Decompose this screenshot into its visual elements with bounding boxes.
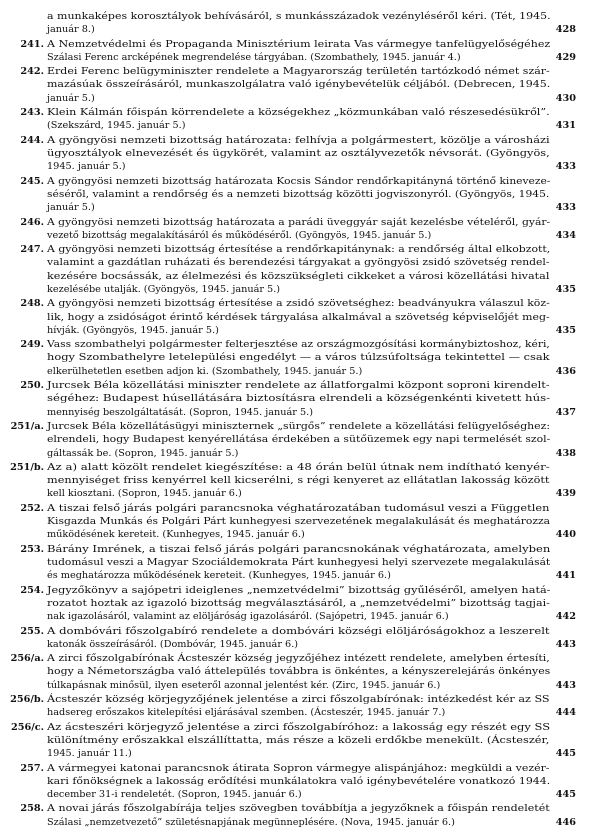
page-number: 436: [555, 365, 576, 377]
page-number: 440: [555, 529, 576, 541]
page-number: 434: [555, 229, 576, 241]
entry-number: 250.: [20, 380, 44, 392]
entry-text-line: Bárány Imrének, a tiszai felső járás polgári parancsnokának véghatározata, amelyben: [47, 543, 551, 555]
page-number: 435: [555, 324, 576, 336]
entry-text-line: Az a) alatt közölt rendelet kiegészítése: a 48 órán belül útnak nem indítható kenyér-: [47, 461, 550, 473]
entry-number: 254.: [20, 584, 44, 596]
page-number: 428: [555, 24, 576, 36]
entry-text-line: december 31-i rendeletét. (Sopron, 1945. január 6.): [47, 789, 302, 801]
toc-entry: [0, 625, 594, 652]
entry-number: 246.: [20, 216, 44, 228]
toc-entry: [0, 762, 594, 802]
entry-text-line: Az ácsteszéri körjegyző jelentése a zirci főszolgabíróhoz: a lakosság egy részét egy SS: [47, 721, 551, 733]
entry-text-line: A gyöngyösi nemzeti bizottság értesítése a zsidó szövetséghez: beadványukra válaszul köz-: [47, 298, 550, 310]
entry-text-line: január 5.): [47, 202, 95, 214]
entry-number: 252.: [20, 502, 44, 514]
entry-text-line: elrendeli, hogy Budapest kenyérellátása érdekében a sütőüzemek egy napi termelését szol-: [47, 434, 551, 446]
toc-entry: [0, 38, 594, 65]
toc-entry: [0, 243, 594, 296]
entry-text-line: A dombóvári főszolgabíró rendelete a dombóvári községi elöljáróságokhoz a leszerelt: [47, 625, 550, 637]
entry-text-line: nak igazolásáról, valamint az elöljáróság igazolásáról. (Sajópetri, 1945. január 6.): [47, 611, 449, 623]
entry-text-line: különítmény erőszakkal elszállíttatta, más része a közeli erdőkbe menekült. (Ácsteszér,: [47, 734, 550, 746]
toc-entry: [0, 543, 594, 583]
entry-text-line: A gyöngyösi nemzeti bizottság határozata: felhívja a polgármestert, közölje a városházi: [47, 134, 550, 146]
entry-text-line: Vass szombathelyi polgármester felterjesztése az országmozgósítási kormánybiztoshoz, kéri,: [47, 339, 550, 351]
entry-text-line: túlkapásnak minősül, ilyen eseteről azonnal jelentést kér. (Zirc, 1945. január 6.): [47, 679, 441, 691]
entry-text-line: Kisgazda Munkás és Polgári Párt kunhegyesi szervezetének megalakulását és meghatározza: [47, 516, 551, 528]
entry-text-line: A vármegyei katonai parancsnok átirata Sopron vármegye alispánjához: megküldi a vezér-: [47, 762, 550, 774]
entry-text-line: Jurcsek Béla közellátási miniszter rendelete az állatforgalmi központ soproni kirendelt-: [47, 380, 550, 392]
entry-text-line: 1945. január 11.): [47, 748, 132, 760]
page-number: 443: [555, 638, 576, 650]
entry-number: 242.: [20, 66, 44, 78]
toc-entry: [0, 502, 594, 542]
toc-entry: [0, 175, 594, 215]
entry-number: 251/a.: [10, 421, 44, 432]
entry-number: 257.: [20, 762, 44, 774]
entry-text-line: Szálasi Ferenc arcképének megrendelése tárgyában. (Szombathely, 1945. január 4.): [47, 51, 461, 63]
entry-number: 256/b.: [10, 694, 44, 705]
entry-text-line: január 8.): [47, 24, 95, 36]
entry-number: 241.: [20, 38, 44, 50]
entry-text-line: A gyöngyösi nemzeti bizottság értesítése a rendőrkapitánynak: a rendőrség által elkobzott,: [47, 244, 551, 256]
entry-text-line: 1945. január 5.): [47, 161, 126, 173]
entry-text-line: január 5.): [47, 92, 95, 104]
entry-text-line: hogy Szombathelyre letelepülési engedélyt — a város túlzsúfoltsága tekintettel — csak: [47, 352, 550, 364]
toc-entry: [0, 379, 594, 419]
entry-number: 255.: [20, 625, 44, 637]
entry-text-line: A gyöngyösi nemzeti bizottság határozata Kocsis Sándor rendőrkapitányná történő kineveze-: [47, 175, 551, 187]
entry-text-line: kell kiosztani. (Sopron, 1945. január 6.): [47, 488, 242, 500]
entry-text-line: működésének kereteit. (Kunhegyes, 1945. január 6.): [47, 529, 305, 541]
entry-text-line: tudomásul veszi a Magyar Szociáldemokrata Párt kunhegyesi helyi szervezete megalakulását: [47, 556, 551, 568]
toc-entry: [0, 10, 594, 37]
toc-entry: [0, 721, 594, 761]
page-number: 438: [555, 447, 576, 459]
entry-text-line: A novai járás főszolgabírája teljes szövegben továbbítja a jegyzőknek a főispán rendeletét: [47, 803, 550, 815]
entry-text-line: kezelésébe utalják. (Gyöngyös, 1945. január 5.): [47, 283, 281, 295]
entry-text-line: ügyosztályok elnevezését és ügykörét, valamint az osztályvezetők névsorát. (Gyöngyös,: [47, 147, 550, 159]
toc-entry: [0, 420, 594, 460]
entry-number: 251/b.: [10, 461, 44, 473]
toc-entry: [0, 65, 594, 105]
entry-text-line: hívják. (Gyöngyös, 1945. január 5.): [47, 324, 219, 336]
entry-number: 247.: [20, 244, 44, 256]
entry-text-line: séséről, valamint a rendőrség és a nemzeti bizottság közötti jogviszonyról. (Gyöngyös, 1945.: [47, 188, 550, 200]
entry-text-line: mennyiséget friss kenyérrel kell kicserélni, s régi kenyeret az ellátatlan lakosság között: [47, 475, 550, 487]
entry-text-line: A zirci főszolgabírónak Ácsteszér község jegyzőjéhez intézett rendelete, amelyben értesíti,: [47, 653, 550, 665]
entry-text-line: A tiszai felső járás polgári parancsnoka véghatározatában tudomásul veszi a Független: [47, 502, 550, 514]
toc-entry: [0, 652, 594, 692]
entry-text-line: katonák összeírásáról. (Dombóvár, 1945. január 6.): [47, 638, 299, 650]
page-number: 446: [555, 816, 576, 828]
page-number: 435: [555, 283, 576, 295]
page-number: 429: [555, 51, 576, 63]
entry-text-line: Ácsteszér község körjegyzőjének jelentése a zirci főszolgabírónak: intézkedést kér az SS: [47, 694, 550, 705]
page-number: 437: [555, 406, 576, 418]
entry-text-line: hogy a Németországba való áttelepülés továbbra is önkéntes, a kényszerelejárás önkényes: [47, 666, 551, 678]
entry-number: 253.: [20, 543, 44, 555]
entry-text-line: Szálasi „nemzetvezető” születésnapjának megünneplésére. (Nova, 1945. január 6.): [47, 816, 455, 828]
entry-number: 249.: [20, 339, 44, 351]
toc-entry: [0, 106, 594, 133]
entry-text-line: rozatot hoztak az igazoló bizottság megválasztásáról, a „nemzetvédelmi” bizottság tagjai-: [47, 597, 550, 609]
page-number: 445: [555, 748, 576, 760]
toc-entry: [0, 802, 594, 829]
entry-text-line: kari főnökségnek a lakosság erődítési munkálatokra való igénybevételére vonatkozó 1944.: [47, 775, 551, 787]
page-number: 443: [555, 679, 576, 691]
toc-entry: [0, 134, 594, 174]
entry-text-line: valamint a gazdátlan ruházati és berendezési tárgyakat a gyöngyösi zsidó szövetség rendel-: [47, 257, 550, 269]
entry-text-line: mennyiség beszolgáltatását. (Sopron, 1945. január 5.): [47, 406, 313, 418]
entry-text-line: a munkaképes korosztályok behívásáról, s munkásszázadok vezényléséről kéri. (Tét, 1945.: [47, 11, 551, 22]
entry-text-line: kezésére bocsássák, az élelmezési és közszükségleti cikkeket a városi közellátási hivatal: [47, 270, 550, 282]
entry-text-line: mazásúak összeírásáról, munkaszolgálatra való igénybevételük céljából. (Debrecen, 1945.: [47, 79, 551, 91]
entry-number: 245.: [20, 175, 44, 187]
page-number: 439: [555, 488, 576, 500]
entry-number: 243.: [20, 107, 44, 119]
entry-text-line: Jegyzőkönyv a sajópetri ideiglenes „nemzetvédelmi” bizottság gyűléséről, amelyen hatá-: [47, 584, 551, 596]
page-number: 431: [555, 120, 576, 132]
entry-text-line: Jurcsek Béla közellátásügyi miniszternek „sürgős” rendelete a közellátási felügyelőséghez:: [47, 421, 551, 432]
entry-text-line: A Nemzetvédelmi és Propaganda Minisztérium leirata Vas vármegye tanfelügyelőségéhez: [47, 38, 551, 50]
page-number: 444: [555, 707, 576, 719]
page-number: 445: [555, 789, 576, 801]
toc-entry: [0, 693, 594, 720]
page-number: 433: [555, 161, 576, 173]
entry-text-line: vezető bizottság megalakításáról és működéséről. (Gyöngyös, 1945. január 5.): [47, 229, 432, 241]
entry-text-line: (Szekszárd, 1945. január 5.): [47, 120, 186, 132]
entry-text-line: ségéhez: Budapest húsellátására biztosításra elrendeli a községenkénti kivetett hús-: [47, 393, 551, 405]
entry-number: 244.: [20, 134, 44, 146]
toc-entry: [0, 338, 594, 378]
toc-entry: [0, 584, 594, 624]
entry-text-line: gáltassák be. (Sopron, 1945. január 5.): [47, 447, 239, 459]
toc-entry: [0, 297, 594, 337]
entry-text-line: elkerülhetetlen esetben adjon ki. (Szombathely, 1945. január 5.): [47, 365, 363, 377]
entry-number: 256/a.: [10, 653, 44, 665]
page-number: 430: [555, 92, 576, 104]
entry-number: 248.: [20, 298, 44, 310]
entry-number: 258.: [20, 803, 44, 815]
entry-number: 256/c.: [10, 721, 44, 733]
entry-text-line: Erdei Ferenc belügyminiszter rendelete a Magyarország területén tartózkodó német szár-: [47, 66, 550, 78]
toc-entry: [0, 216, 594, 243]
entry-text-line: Klein Kálmán főispán körrendelete a községekhez „közmunkában való részesedésükről”.: [47, 107, 550, 119]
entry-text-line: és meghatározza működésének kereteit. (Kunhegyes, 1945. január 6.): [47, 570, 391, 582]
page-number: 442: [555, 611, 576, 623]
page-number: 433: [555, 202, 576, 214]
entry-text-line: hadsereg erőszakos kitelepítési eljárásával szemben. (Ácsteszér, 1945. január 7.): [47, 707, 446, 719]
page-number: 441: [555, 570, 576, 582]
entry-text-line: lik, hogy a zsidóságot érintő kérdések tárgyalása alkalmával a szövetség képviselőjét meg-: [47, 311, 550, 323]
entry-text-line: A gyöngyösi nemzeti bizottság határozata a parádi üveggyár saját kezelésbe vételéről, gyár-: [47, 216, 551, 228]
toc-entry: [0, 461, 594, 501]
